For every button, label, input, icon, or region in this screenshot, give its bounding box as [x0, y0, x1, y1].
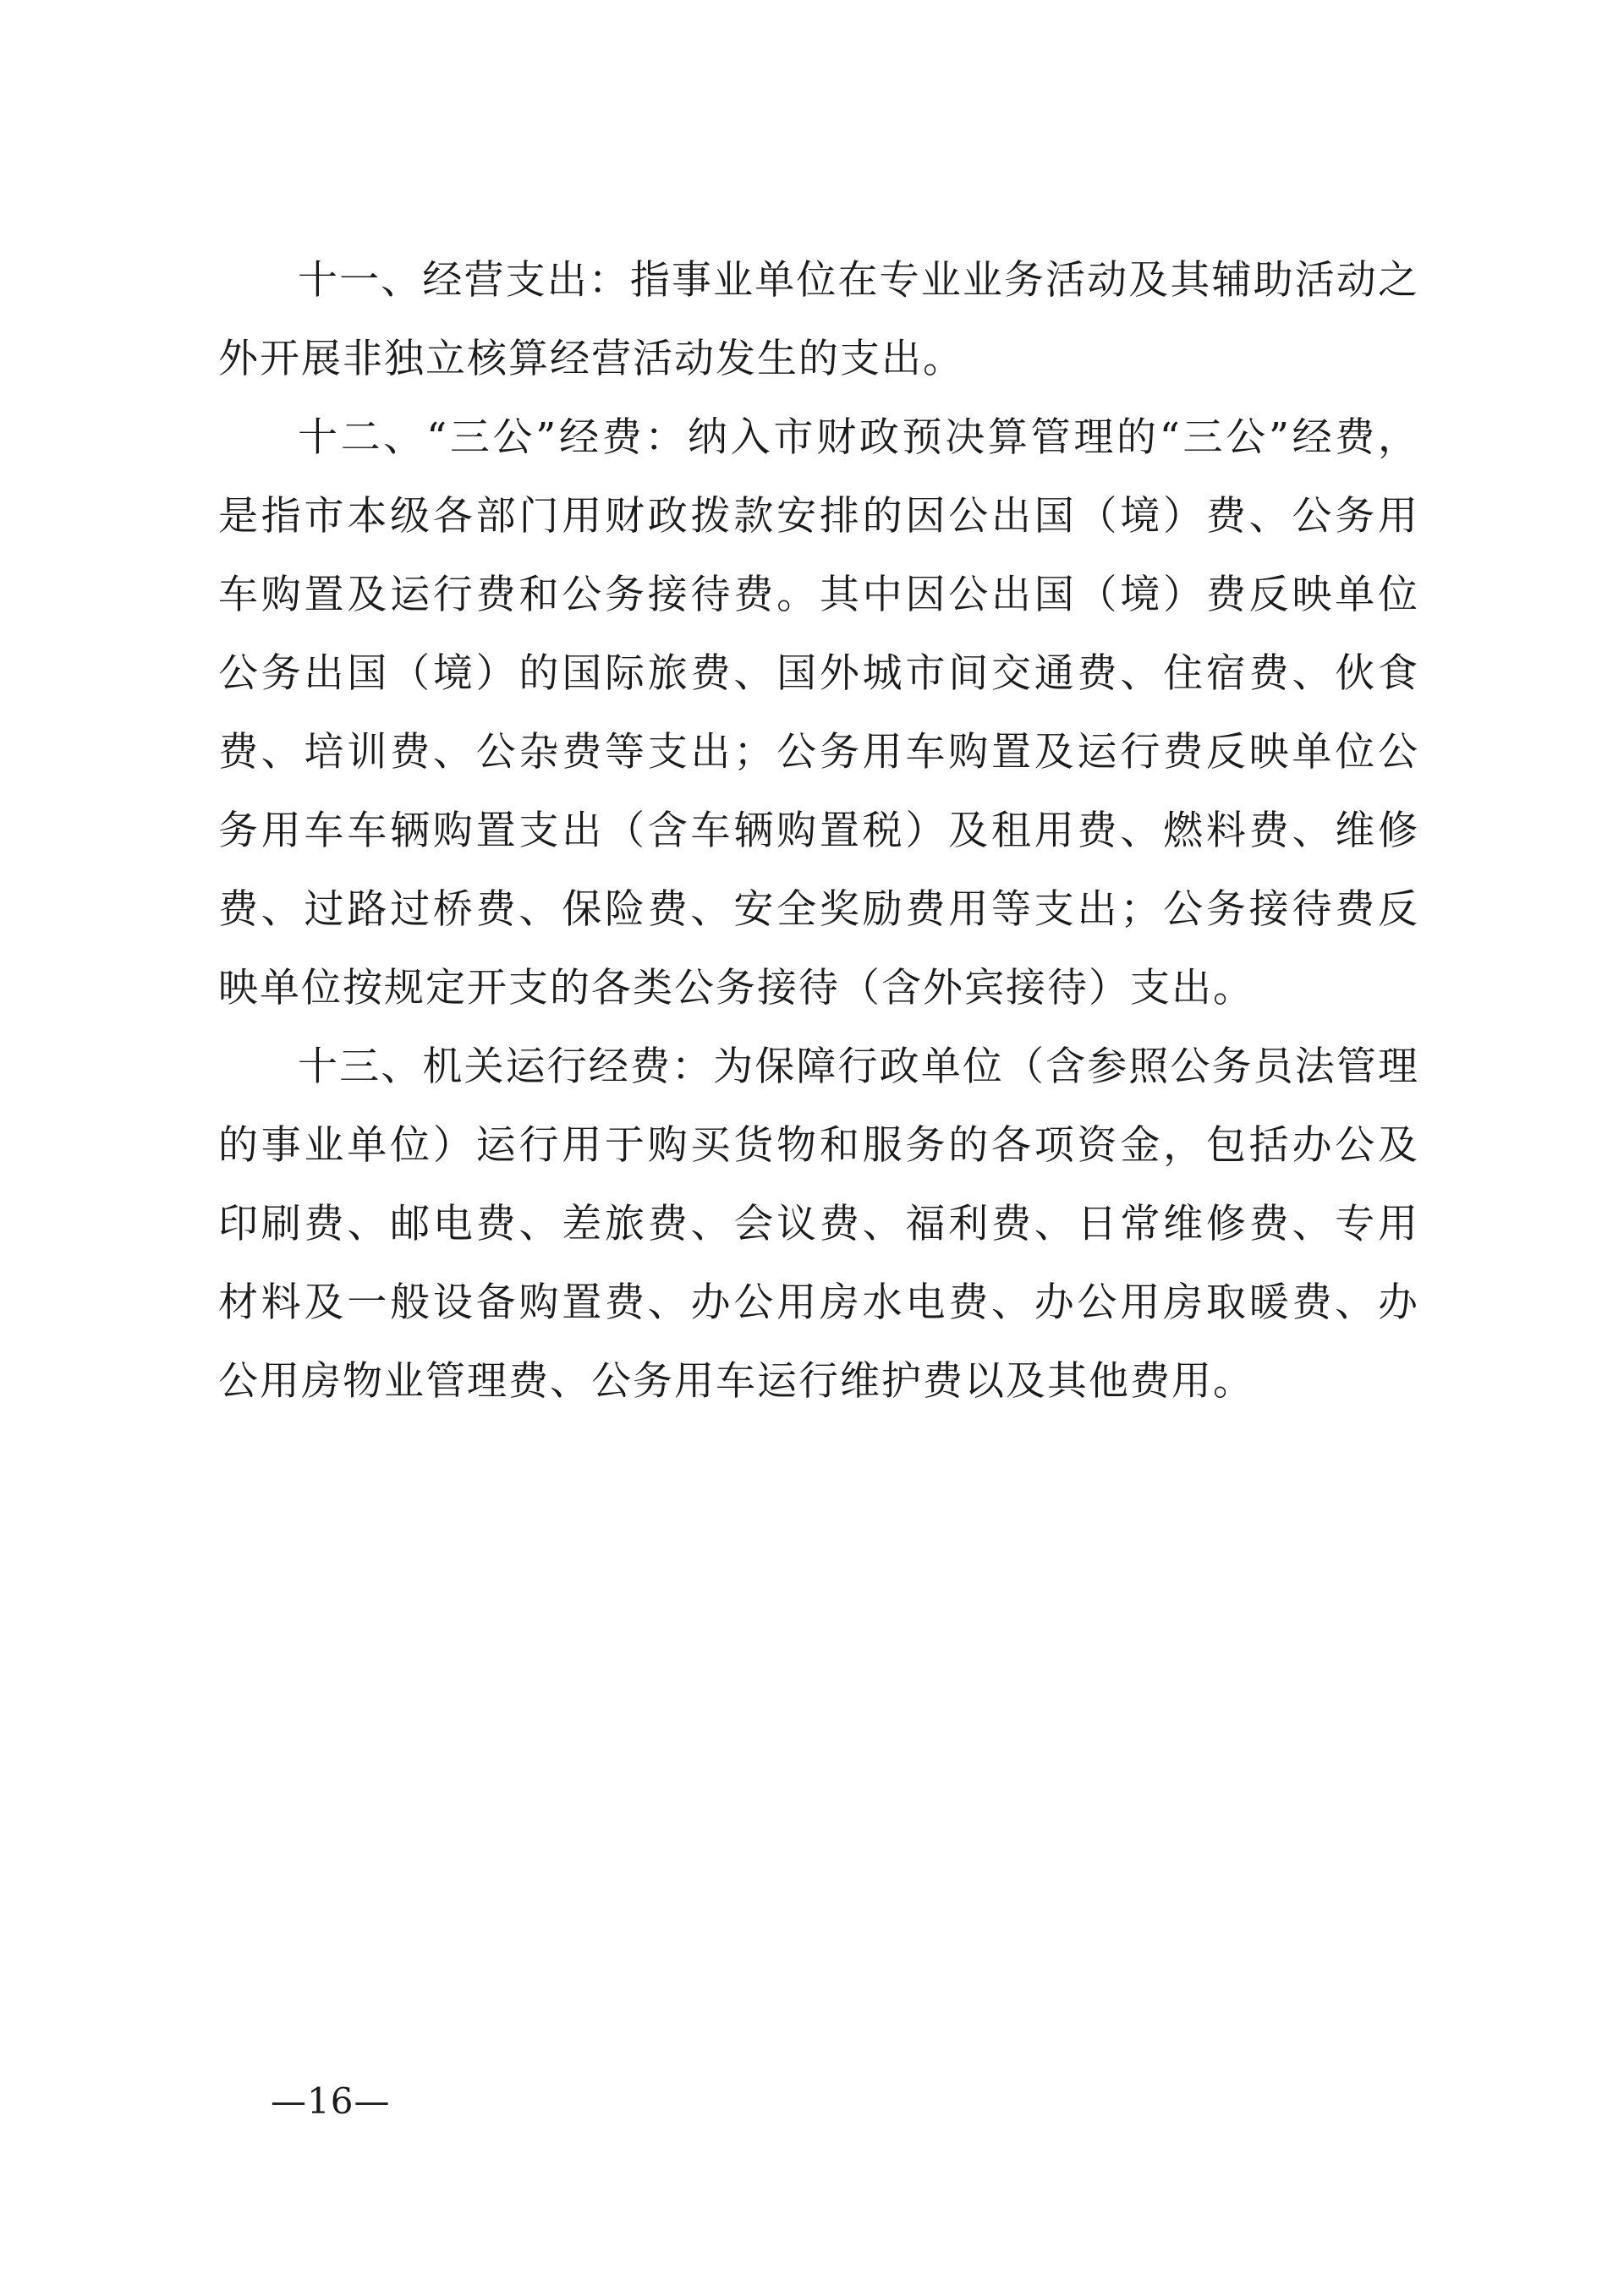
paragraph-agency-operating-expenses: 十三、机关运行经费：为保障行政单位（含参照公务员法管理的事业单位）运行用于购买货物和服务的各项资金，包括办公及印刷费、邮电费、差旅费、会议费、福利费、日常维修费、专用材料及一般设备购置费、办公用房水电费、办公用房取暖费、办公用房物业管理费、公务用车运行维护费以及其他费用。	[218, 1044, 1419, 1405]
document-body	[218, 241, 1419, 1421]
paragraph-business-expenditure: 十一、经营支出：指事业单位在专业业务活动及其辅助活动之外开展非独立核算经营活动发生的支出。	[218, 257, 1419, 382]
page-number: —16—	[271, 2080, 391, 2122]
paragraph-three-public-expenses: 十二、“三公”经费：纳入市财政预决算管理的“三公”经费，是指市本级各部门用财政拨款安排的因公出国（境）费、公务用车购置及运行费和公务接待费。其中因公出国（境）费反映单位公务出国（境）的国际旅费、国外城市间交通费、住宿费、伙食费、培训费、公杂费等支出；公务用车购置及运行费反映单位公务用车车辆购置支出（含车辆购置税）及租用费、燃料费、维修费、过路过桥费、保险费、安全奖励费用等支出；公务接待费反映单位按规定开支的各类公务接待（含外宾接待）支出。	[218, 414, 1419, 1011]
